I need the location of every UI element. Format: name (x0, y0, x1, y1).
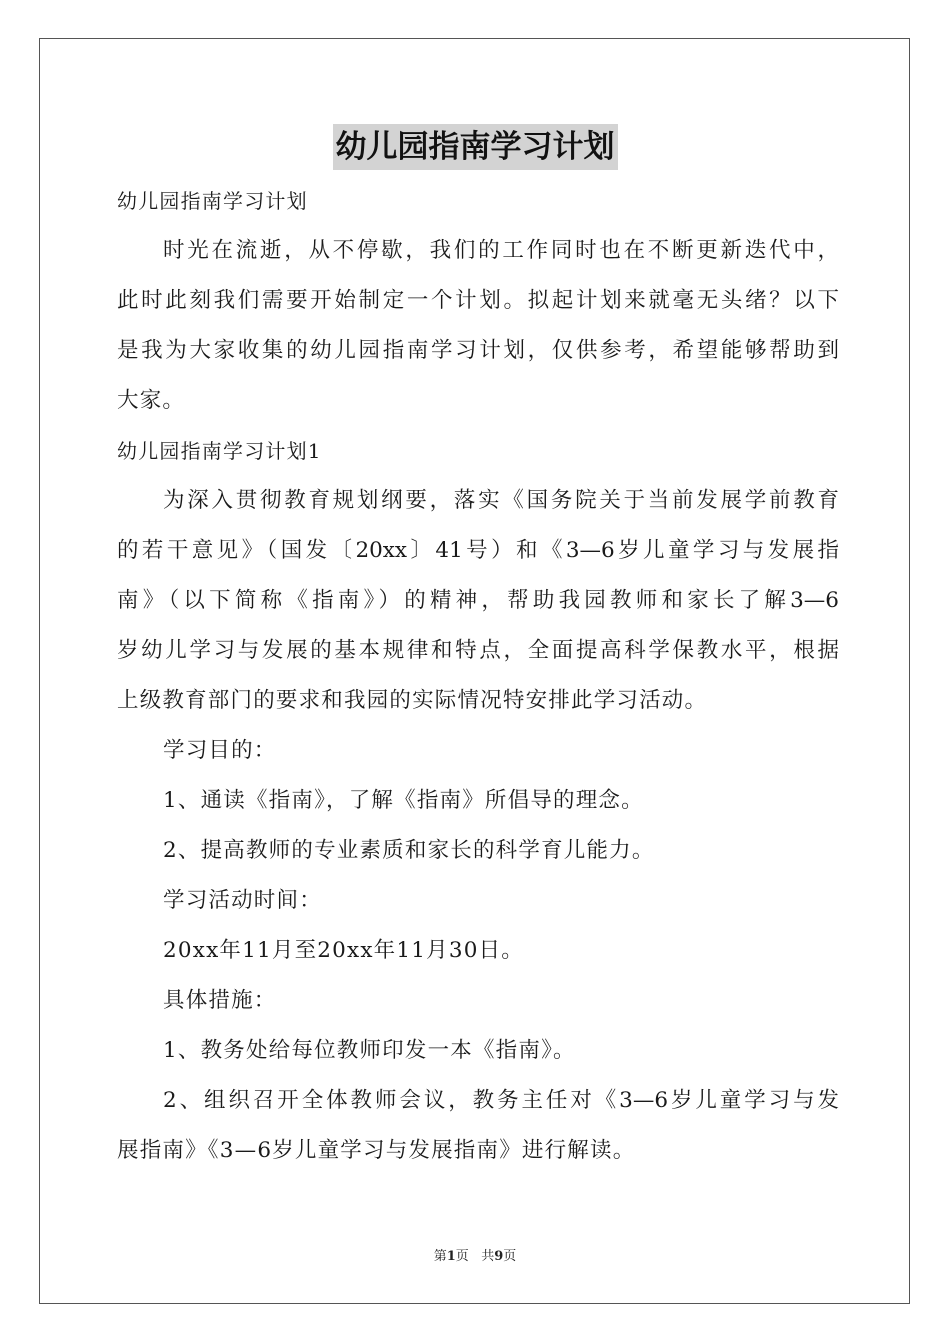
paragraph-line: 是我为大家收集的幼儿园指南学习计划，仅供参考，希望能够帮助到 (117, 338, 839, 363)
page-number: 1 (446, 1249, 456, 1264)
paragraph-line: 大家。 (117, 388, 186, 413)
paragraph-line: 2、提高教师的专业素质和家长的科学育儿能力。 (163, 838, 655, 863)
paragraph-line: 1、通读《指南》，了解《指南》所倡导的理念。 (163, 788, 644, 813)
title-container (0, 124, 950, 170)
page-footer (0, 1245, 950, 1264)
paragraph-line: 具体措施： (163, 988, 277, 1013)
section-heading: 幼儿园指南学习计划1 (117, 439, 322, 463)
paragraph-line: 学习目的： (163, 738, 277, 763)
paragraph-line: 时光在流逝，从不停歇，我们的工作同时也在不断更新迭代中， (163, 238, 839, 263)
subtitle-line: 幼儿园指南学习计划 (117, 189, 308, 213)
total-pages: 9 (494, 1249, 504, 1264)
paragraph-line: 上级教育部门的要求和我园的实际情况特安排此学习活动。 (117, 688, 708, 713)
page-suffix: 页 (455, 1249, 469, 1264)
paragraph-line: 为深入贯彻教育规划纲要，落实《国务院关于当前发展学前教育 (163, 488, 839, 513)
total-prefix: 共 (481, 1249, 495, 1264)
paragraph-line: 的若干意见》（国发〔20xx〕41号）和《3—6岁儿童学习与发展指 (117, 538, 839, 563)
document-title: 幼儿园指南学习计划 (333, 124, 618, 170)
paragraph-line: 2、组织召开全体教师会议，教务主任对《3—6岁儿童学习与发 (163, 1088, 839, 1113)
paragraph-line: 学习活动时间： (163, 888, 322, 913)
paragraph-line: 展指南》《3—6岁儿童学习与发展指南》进行解读。 (117, 1138, 636, 1163)
paragraph-line: 1、教务处给每位教师印发一本《指南》。 (163, 1038, 576, 1063)
paragraph-line: 此时此刻我们需要开始制定一个计划。拟起计划来就毫无头绪？以下 (117, 288, 839, 313)
paragraph-line: 岁幼儿学习与发展的基本规律和特点，全面提高科学保教水平，根据 (117, 638, 839, 663)
total-suffix: 页 (503, 1249, 517, 1264)
paragraph-line: 20xx年11月至20xx年11月30日。 (163, 938, 524, 963)
document-body (117, 176, 839, 1176)
page-prefix: 第 (433, 1249, 447, 1264)
paragraph-line: 南》（以下简称《指南》）的精神，帮助我园教师和家长了解3—6 (117, 588, 839, 613)
